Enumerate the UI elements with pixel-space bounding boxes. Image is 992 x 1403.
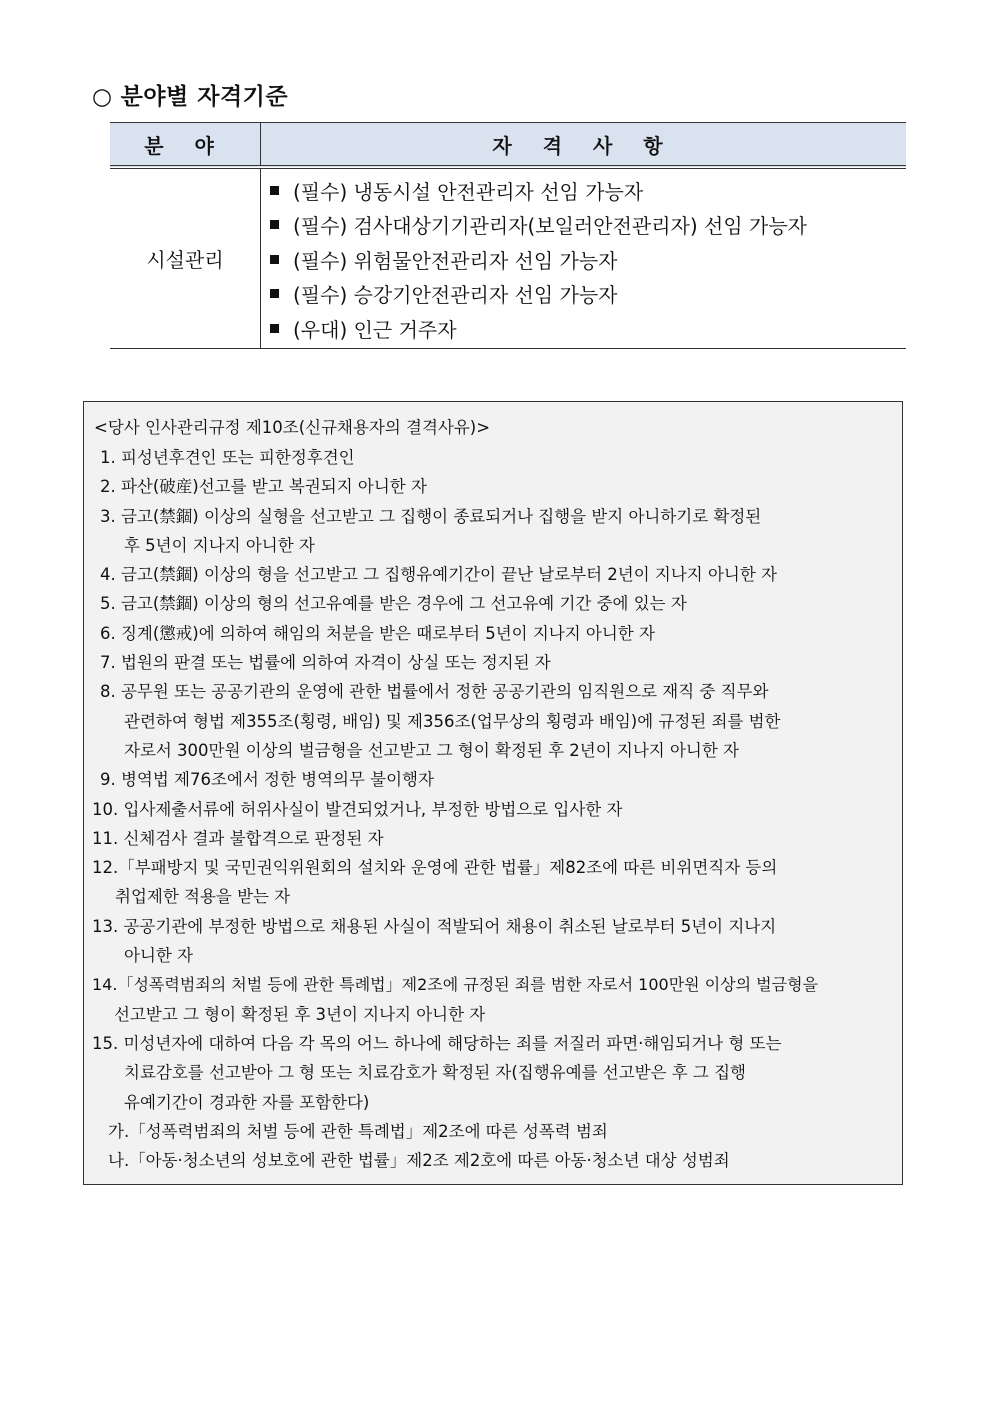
box-title: <당사 인사관리규정 제10조(신규채용자의 결격사유)>	[94, 418, 491, 437]
list-item: 8. 공무원 또는 공공기관의 운영에 관한 법률에서 정한 공공기관의 임직원으로 재직 중 직무와	[100, 682, 769, 702]
square-bullet-icon	[270, 289, 279, 298]
header-field: 분 야	[110, 123, 261, 168]
qualification-item	[269, 242, 906, 277]
square-bullet-icon	[270, 255, 279, 264]
list-item-continued: 후 5년이 지나지 아니한 자	[124, 535, 315, 555]
list-item: 6. 징계(懲戒)에 의하여 해임의 처분을 받은 때로부터 5년이 지나지 아니한 자	[100, 623, 655, 643]
list-item-continued: 아니한 자	[124, 946, 194, 966]
list-item: 14.「성폭력범죄의 처벌 등에 관한 특례법」제2조에 규정된 죄를 범한 자로서 100만원 이상의 벌금형을	[92, 975, 818, 995]
table-header-row	[110, 123, 906, 168]
list-item: 1. 피성년후견인 또는 피한정후견인	[100, 448, 355, 467]
disqualification-box	[83, 401, 903, 1185]
circle-symbol: ○	[92, 84, 113, 110]
list-item-continued: 자로서 300만원 이상의 벌금형을 선고받고 그 형이 확정된 후 2년이 지나지 아니한 자	[124, 740, 739, 760]
list-item: 2. 파산(破産)선고를 받고 복권되지 아니한 자	[100, 477, 427, 497]
qualification-table	[110, 122, 906, 349]
field-cell: 시설관리	[110, 167, 261, 348]
qualification-text: (필수) 검사대상기기관리자(보일러안전관리자) 선임 가능자	[293, 214, 807, 239]
qualification-text: (필수) 승강기안전관리자 선임 가능자	[293, 283, 618, 308]
qualification-text: (필수) 냉동시설 안전관리자 선임 가능자	[293, 179, 644, 204]
list-item: 4. 금고(禁錮) 이상의 형을 선고받고 그 집행유예기간이 끝난 날로부터 2년이 지나지 아니한 자	[100, 565, 777, 585]
list-item-continued: 치료감호를 선고받아 그 형 또는 치료감호가 확정된 자(집행유예를 선고받은 후 그 집행	[124, 1063, 746, 1083]
square-bullet-icon	[270, 220, 279, 229]
list-item: 10. 입사제출서류에 허위사실이 발견되었거나, 부정한 방법으로 입사한 자	[92, 799, 623, 819]
list-item-continued: 관련하여 형법 제355조(횡령, 배임) 및 제356조(업무상의 횡령과 배임)에 규정된 죄를 범한	[124, 711, 781, 731]
qualification-cell	[261, 167, 907, 348]
header-qualification: 자 격 사 항	[261, 123, 907, 168]
section-heading-text: 분야별 자격기준	[120, 83, 289, 110]
disqualification-list	[84, 443, 902, 1175]
list-item: 7. 법원의 판결 또는 법률에 의하여 자격이 상실 또는 정지된 자	[100, 653, 551, 673]
qualification-item	[269, 173, 906, 208]
list-item: 3. 금고(禁錮) 이상의 실형을 선고받고 그 집행이 종료되거나 집행을 받지 아니하기로 확정된	[100, 506, 762, 526]
list-item-continued: 유예기간이 경과한 자를 포함한다)	[124, 1092, 370, 1112]
sub-list-item: 나.「아동·청소년의 성보호에 관한 법률」제2조 제2호에 따른 아동·청소년 대상 성범죄	[108, 1151, 730, 1171]
list-item: 12.「부패방지 및 국민권익위원회의 설치와 운영에 관한 법률」제82조에 따른 비위면직자 등의	[92, 858, 778, 878]
sub-list-item: 가.「성폭력범죄의 처벌 등에 관한 특례법」제2조에 따른 성폭력 범죄	[108, 1121, 608, 1141]
qualification-text: (필수) 위험물안전관리자 선임 가능자	[293, 248, 618, 273]
list-item: 5. 금고(禁錮) 이상의 형의 선고유예를 받은 경우에 그 선고유예 기간 중에 있는 자	[100, 594, 687, 614]
square-bullet-icon	[270, 186, 279, 195]
list-item: 13. 공공기관에 부정한 방법으로 채용된 사실이 적발되어 채용이 취소된 날로부터 5년이 지나지	[92, 916, 777, 936]
qualification-item	[269, 311, 906, 346]
qualification-item	[269, 277, 906, 312]
list-item-continued: 취업제한 적용을 받는 자	[115, 887, 291, 907]
square-bullet-icon	[270, 324, 279, 333]
table-row	[110, 167, 906, 348]
qualification-item	[269, 208, 906, 243]
list-item-continued: 선고받고 그 형이 확정된 후 3년이 지나지 아니한 자	[114, 1004, 486, 1024]
list-item: 11. 신체검사 결과 불합격으로 판정된 자	[92, 828, 384, 848]
list-item: 15. 미성년자에 대하여 다음 각 목의 어느 하나에 해당하는 죄를 저질러 파면·해임되거나 형 또는	[92, 1033, 782, 1053]
section-heading	[92, 78, 288, 111]
list-item: 9. 병역법 제76조에서 정한 병역의무 불이행자	[100, 770, 434, 790]
qualification-text: (우대) 인근 거주자	[293, 317, 457, 342]
